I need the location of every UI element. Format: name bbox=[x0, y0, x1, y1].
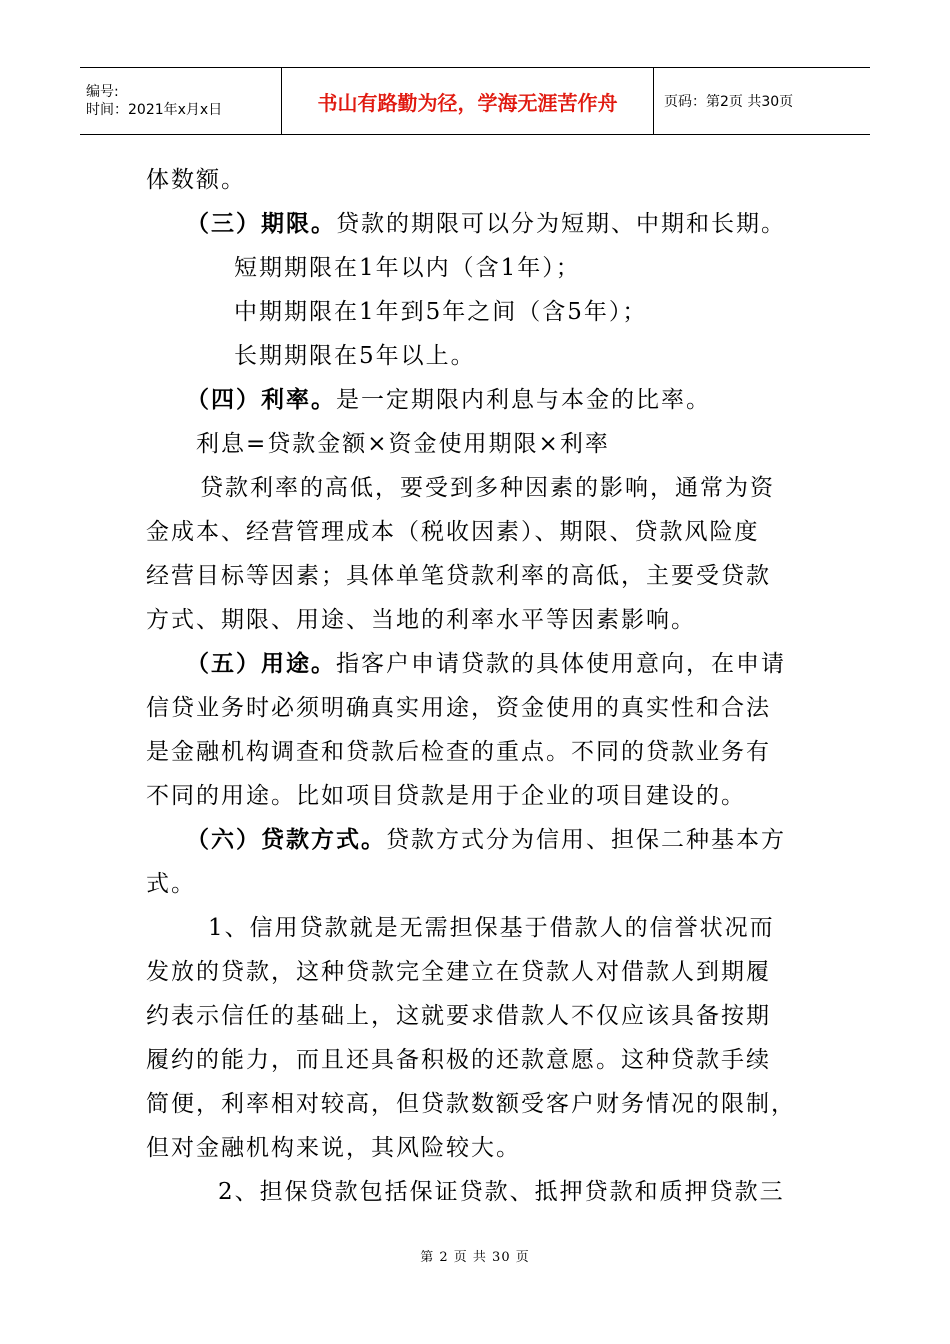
text-line: 约表示信任的基础上，这就要求借款人不仅应该具备按期 bbox=[146, 1003, 771, 1029]
text-line: 信贷业务时必须明确真实用途，资金使用的真实性和合法 bbox=[146, 695, 771, 721]
section-heading: （四）利率。 bbox=[186, 386, 336, 413]
section-heading: （三）期限。 bbox=[186, 210, 336, 237]
text-line: 简便，利率相对较高，但贷款数额受客户财务情况的限制， bbox=[146, 1091, 796, 1117]
section-term bbox=[186, 208, 786, 240]
section-rate bbox=[186, 384, 711, 416]
page-header bbox=[80, 67, 870, 135]
section-text: 贷款方式分为信用、担保二种基本方 bbox=[386, 827, 786, 853]
text-line: 中期期限在1年到5年之间（含5年）； bbox=[234, 299, 648, 325]
text-line: 经营目标等因素；具体单笔贷款利率的高低，主要受贷款 bbox=[146, 563, 771, 589]
text-line: 是金融机构调查和贷款后检查的重点。不同的贷款业务有 bbox=[146, 739, 771, 765]
formula-line: 利息=贷款金额×资金使用期限×利率 bbox=[196, 431, 610, 457]
document-number-label: 编号: bbox=[86, 84, 119, 100]
section-text: 指客户申请贷款的具体使用意向，在申请 bbox=[336, 651, 786, 677]
text-line: 体数额。 bbox=[146, 167, 246, 193]
page-footer: 第 2 页 共 30 页 bbox=[420, 1250, 530, 1265]
text-line: 短期期限在1年以内（含1年）； bbox=[234, 255, 581, 281]
header-page-info: 页码：第2页 共30页 bbox=[664, 94, 794, 110]
section-method bbox=[186, 824, 786, 856]
text-line: 但对金融机构来说，其风险较大。 bbox=[146, 1135, 521, 1161]
text-line: 贷款利率的高低，要受到多种因素的影响，通常为资 bbox=[200, 475, 775, 501]
section-heading: （六）贷款方式。 bbox=[186, 826, 386, 853]
text-line: 式。 bbox=[146, 871, 196, 897]
header-motto-cell bbox=[282, 68, 654, 134]
header-meta bbox=[80, 68, 282, 134]
text-line: 方式、期限、用途、当地的利率水平等因素影响。 bbox=[146, 607, 696, 633]
section-purpose bbox=[186, 648, 786, 680]
text-line: 履约的能力，而且还具备积极的还款意愿。这种贷款手续 bbox=[146, 1047, 771, 1073]
section-heading: （五）用途。 bbox=[186, 650, 336, 677]
section-text: 是一定期限内利息与本金的比率。 bbox=[336, 387, 711, 413]
header-page-cell bbox=[654, 68, 870, 134]
section-text: 贷款的期限可以分为短期、中期和长期。 bbox=[336, 211, 786, 237]
text-line: 2、担保贷款包括保证贷款、抵押贷款和质押贷款三 bbox=[218, 1179, 785, 1205]
text-line: 长期期限在5年以上。 bbox=[234, 343, 476, 369]
text-line: 金成本、经营管理成本（税收因素）、期限、贷款风险度 bbox=[146, 519, 760, 545]
document-time-label: 时间：2021年x月x日 bbox=[86, 102, 223, 118]
text-line: 1、信用贷款就是无需担保基于借款人的信誉状况而 bbox=[208, 915, 775, 941]
text-line: 发放的贷款，这种贷款完全建立在贷款人对借款人到期履 bbox=[146, 959, 771, 985]
text-line: 不同的用途。比如项目贷款是用于企业的项目建设的。 bbox=[146, 783, 746, 809]
header-motto: 书山有路勤为径，学海无涯苦作舟 bbox=[317, 90, 618, 115]
